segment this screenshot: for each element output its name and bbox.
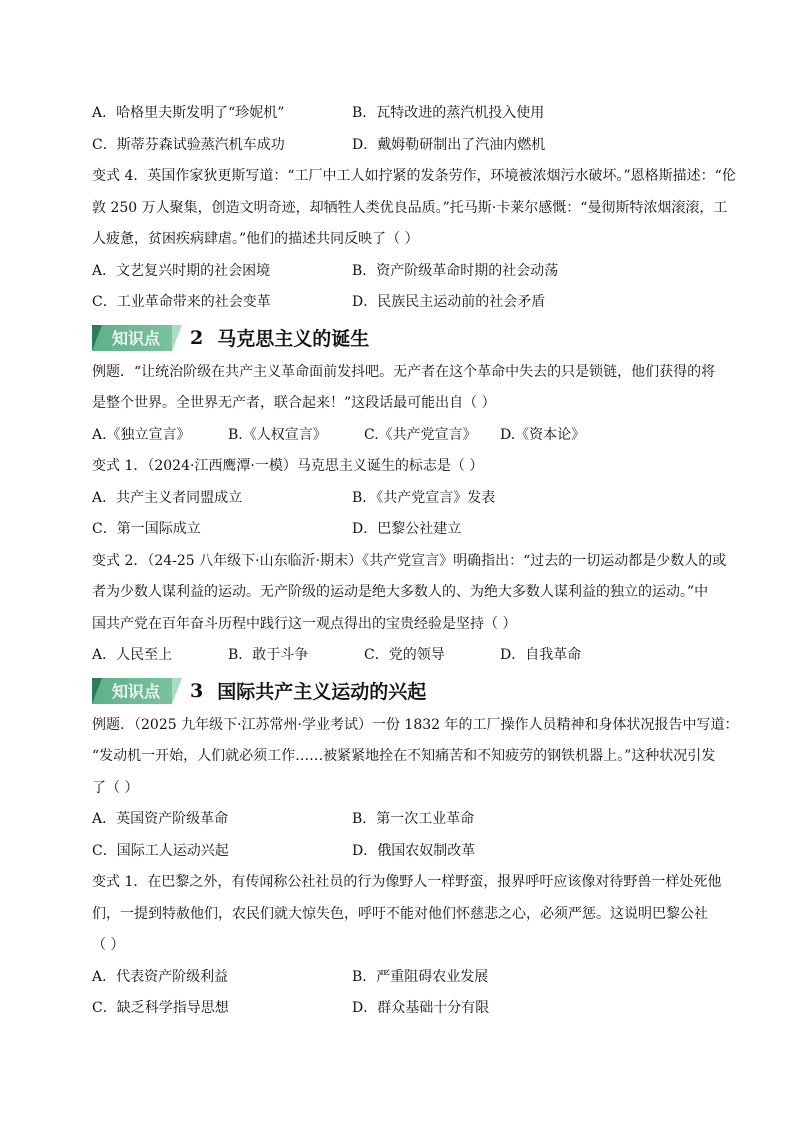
option-a: A.《独立宣言》 [92, 426, 191, 443]
section-header-3 [92, 674, 712, 708]
option-row [92, 422, 712, 448]
option-row [92, 964, 712, 990]
option-row [92, 995, 712, 1021]
option-b: B．严重阻碍农业发展 [352, 968, 489, 985]
question-stem-line: 变式 1．在巴黎之外，有传闻称公社社员的行为像野人一样野蛮，报界呼吁应该像对待野兽一样处死他 [92, 874, 722, 890]
question-stem-line: （ ） [92, 937, 125, 953]
badge-accent [172, 325, 182, 351]
question-stem-line: 例题．“让统治阶级在共产主义革命面前发抖吧。无产者在这个革命中失去的只是锁链，他们获得的将 [92, 363, 716, 380]
question-stem-line: “发动机一开始，人们就必须工作……被紧紧地拴在不知痛苦和不知疲劳的钢铁机器上。”这种状况引发 [92, 748, 716, 764]
option-c: C．缺乏科学指导思想 [92, 1000, 229, 1016]
section-number: 2 [190, 326, 204, 349]
question-stem-line: 变式 1．（2024·江西鹰潭·一模）马克思主义诞生的标志是（ ） [92, 458, 484, 474]
option-a: A．共产主义者同盟成立 [92, 489, 243, 506]
section-number: 3 [190, 679, 204, 702]
option-a: A．代表资产阶级利益 [92, 968, 229, 985]
badge-accent [172, 678, 182, 704]
question-stem-line: 们，一提到特赦他们，农民们就大惊失色，呼吁不能对他们怀慈悲之心，必须严惩。这说明巴黎公社 [92, 905, 708, 922]
content-area [92, 100, 739, 1027]
knowledge-point-badge [92, 325, 172, 351]
option-d: D．民族民主运动前的社会矛盾 [352, 294, 546, 310]
option-b: B．资产阶级革命时期的社会动荡 [352, 262, 559, 279]
option-d: D．俄国农奴制改革 [352, 842, 476, 859]
option-d: D．戴姆勒研制出了汽油内燃机 [352, 136, 546, 153]
option-row [92, 838, 712, 864]
option-a: A．英国资产阶级革命 [92, 811, 229, 827]
question-stem-line: 者为少数人谋利益的运动。无产阶级的运动是绝大多数人的、为绝大多数人谋利益的独立的运动。”中 [92, 584, 709, 600]
option-row [92, 806, 712, 832]
question-stem-line: 是整个世界。全世界无产者，联合起来！”这段话最可能出自（ ） [92, 395, 496, 411]
section-title: 国际共产主义运动的兴起 [217, 681, 427, 703]
knowledge-point-badge [92, 678, 172, 704]
question-stem-line: 了（ ） [92, 779, 139, 796]
question-stem-line: 例题．（2025 九年级下·江苏常州·学业考试）一份 1832 年的工厂操作人员精神和身体状况报告中写道： [92, 716, 739, 733]
question-stem-line: 敦 250 万人聚集，创造文明奇迹，却牺牲人类优良品质。”托马斯·卡莱尔感慨：“曼彻斯特浓烟滚滚，工 [92, 199, 728, 216]
question-stem-line: 人疲惫，贫困疾病肆虐。”他们的描述共同反映了（ ） [92, 231, 419, 247]
option-c: C．斯蒂芬森试验蒸汽机车成功 [92, 136, 285, 153]
option-b: B．瓦特改进的蒸汽机投入使用 [352, 105, 545, 121]
badge-label: 知识点 [112, 682, 161, 701]
section-title: 马克思主义的诞生 [217, 328, 370, 350]
option-a: A．哈格里夫斯发明了“珍妮机” [92, 105, 285, 121]
option-row [92, 642, 712, 668]
option-d: D．自我革命 [500, 647, 582, 663]
option-row [92, 289, 712, 315]
question-stem-line: 国共产党在百年奋斗历程中践行这一观点得出的宝贵经验是坚持（ ） [92, 615, 517, 632]
option-b: B.《人权宣言》 [228, 426, 327, 443]
option-row [92, 516, 712, 542]
question-stem-line: 变式 2．（24-25 八年级下·山东临沂·期末）《共产党宣言》明确指出：“过去的一切运动都是少数人的或 [92, 552, 727, 569]
option-d: D.《资本论》 [500, 426, 586, 443]
option-c: C.《共产党宣言》 [364, 426, 477, 443]
option-a: A．文艺复兴时期的社会困境 [92, 262, 271, 279]
option-b: B．《共产党宣言》发表 [352, 489, 496, 506]
option-row [92, 485, 712, 511]
option-c: C．党的领导 [364, 647, 445, 663]
option-row [92, 100, 712, 126]
badge-accent [92, 325, 102, 351]
section-header-2 [92, 321, 712, 355]
badge-accent [92, 678, 102, 704]
option-row [92, 132, 712, 158]
question-stem-line: 变式 4．英国作家狄更斯写道：“工厂中工人如拧紧的发条劳作，环境被浓烟污水破坏。”恩格斯描述：“伦 [92, 168, 736, 184]
option-b: B．敢于斗争 [228, 647, 309, 663]
option-c: C．工业革命带来的社会变革 [92, 294, 271, 310]
option-c: C．国际工人运动兴起 [92, 842, 229, 859]
badge-label: 知识点 [112, 329, 161, 348]
option-b: B．第一次工业革命 [352, 811, 475, 827]
option-row [92, 258, 712, 284]
option-d: D．巴黎公社建立 [352, 521, 462, 537]
option-a: A．人民至上 [92, 647, 173, 663]
option-c: C．第一国际成立 [92, 521, 201, 537]
option-d: D．群众基础十分有限 [352, 1000, 490, 1016]
